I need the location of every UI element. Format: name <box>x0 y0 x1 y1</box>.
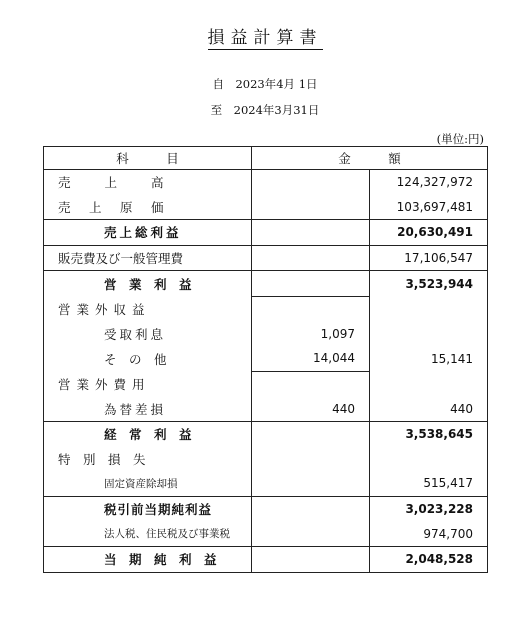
row-right: 3,023,228 <box>370 496 488 521</box>
row-right: 20,630,491 <box>370 220 488 246</box>
table-row-pretax-income <box>44 496 488 521</box>
row-mid <box>252 271 370 297</box>
table-row-ordinary-income <box>44 421 488 446</box>
row-label: 固定資産除却損 <box>44 471 252 496</box>
row-right <box>370 296 488 321</box>
row-mid: 1,097 <box>252 322 370 347</box>
row-mid <box>252 546 370 572</box>
document-title: 損益計算書 <box>207 28 323 48</box>
table-row-sales <box>44 170 488 195</box>
table-row-operating-income <box>44 271 488 297</box>
table-row-net-income <box>44 546 488 572</box>
row-mid <box>252 170 370 195</box>
row-label: 受取利息 <box>44 322 252 347</box>
row-label: 売 上 高 <box>44 170 252 195</box>
table-row-sga <box>44 245 488 271</box>
row-label: 当 期 純 利 益 <box>44 546 252 572</box>
row-right: 974,700 <box>370 521 488 546</box>
row-mid <box>252 471 370 496</box>
row-mid <box>252 220 370 246</box>
row-right: 103,697,481 <box>370 195 488 220</box>
row-label: 営業外収益 <box>44 296 252 321</box>
table-header-row <box>44 147 488 170</box>
row-label: 特 別 損 失 <box>44 447 252 472</box>
row-mid <box>252 447 370 472</box>
table-row-other <box>44 346 488 371</box>
subject-header: 科 目 <box>44 147 252 170</box>
period-from: 自 2023年4月 1日 <box>212 77 318 91</box>
row-mid <box>252 371 370 396</box>
row-right: 124,327,972 <box>370 170 488 195</box>
amount-header: 金 額 <box>252 147 488 170</box>
income-statement-table <box>43 146 488 573</box>
row-label: 為替差損 <box>44 396 252 421</box>
row-label: 営業外費用 <box>44 371 252 396</box>
row-label: 売 上 原 価 <box>44 195 252 220</box>
row-mid: 440 <box>252 396 370 421</box>
row-label: 営 業 利 益 <box>44 271 252 297</box>
row-mid <box>252 496 370 521</box>
row-right: 3,538,645 <box>370 421 488 446</box>
row-right <box>370 371 488 396</box>
row-right <box>370 447 488 472</box>
row-label: 法人税、住民税及び事業税 <box>44 521 252 546</box>
row-label: 販売費及び一般管理費 <box>44 245 252 271</box>
table-row-nonop-expense <box>44 371 488 396</box>
table-row-income-taxes <box>44 521 488 546</box>
table-row-interest-income <box>44 322 488 347</box>
unit-label: (単位:円) <box>436 132 484 146</box>
row-mid <box>252 421 370 446</box>
table-row-nonop-income <box>44 296 488 321</box>
row-right <box>370 322 488 347</box>
table-row-gross-profit <box>44 220 488 246</box>
row-label: そ の 他 <box>44 346 252 371</box>
table-row-fx-loss <box>44 396 488 421</box>
row-mid <box>252 521 370 546</box>
row-right: 3,523,944 <box>370 271 488 297</box>
row-label: 売上総利益 <box>44 220 252 246</box>
row-right: 2,048,528 <box>370 546 488 572</box>
row-mid <box>252 245 370 271</box>
row-label: 経 常 利 益 <box>44 421 252 446</box>
row-label: 税引前当期純利益 <box>44 496 252 521</box>
table-row-extraordinary-loss <box>44 447 488 472</box>
row-right: 15,141 <box>370 346 488 371</box>
row-right: 440 <box>370 396 488 421</box>
row-right: 515,417 <box>370 471 488 496</box>
table-row-cogs <box>44 195 488 220</box>
period-to: 至 2024年3月31日 <box>210 103 320 117</box>
row-right: 17,106,547 <box>370 245 488 271</box>
row-mid <box>252 195 370 220</box>
row-mid <box>252 296 370 321</box>
table-row-fixed-asset-loss <box>44 471 488 496</box>
row-mid: 14,044 <box>252 346 370 371</box>
